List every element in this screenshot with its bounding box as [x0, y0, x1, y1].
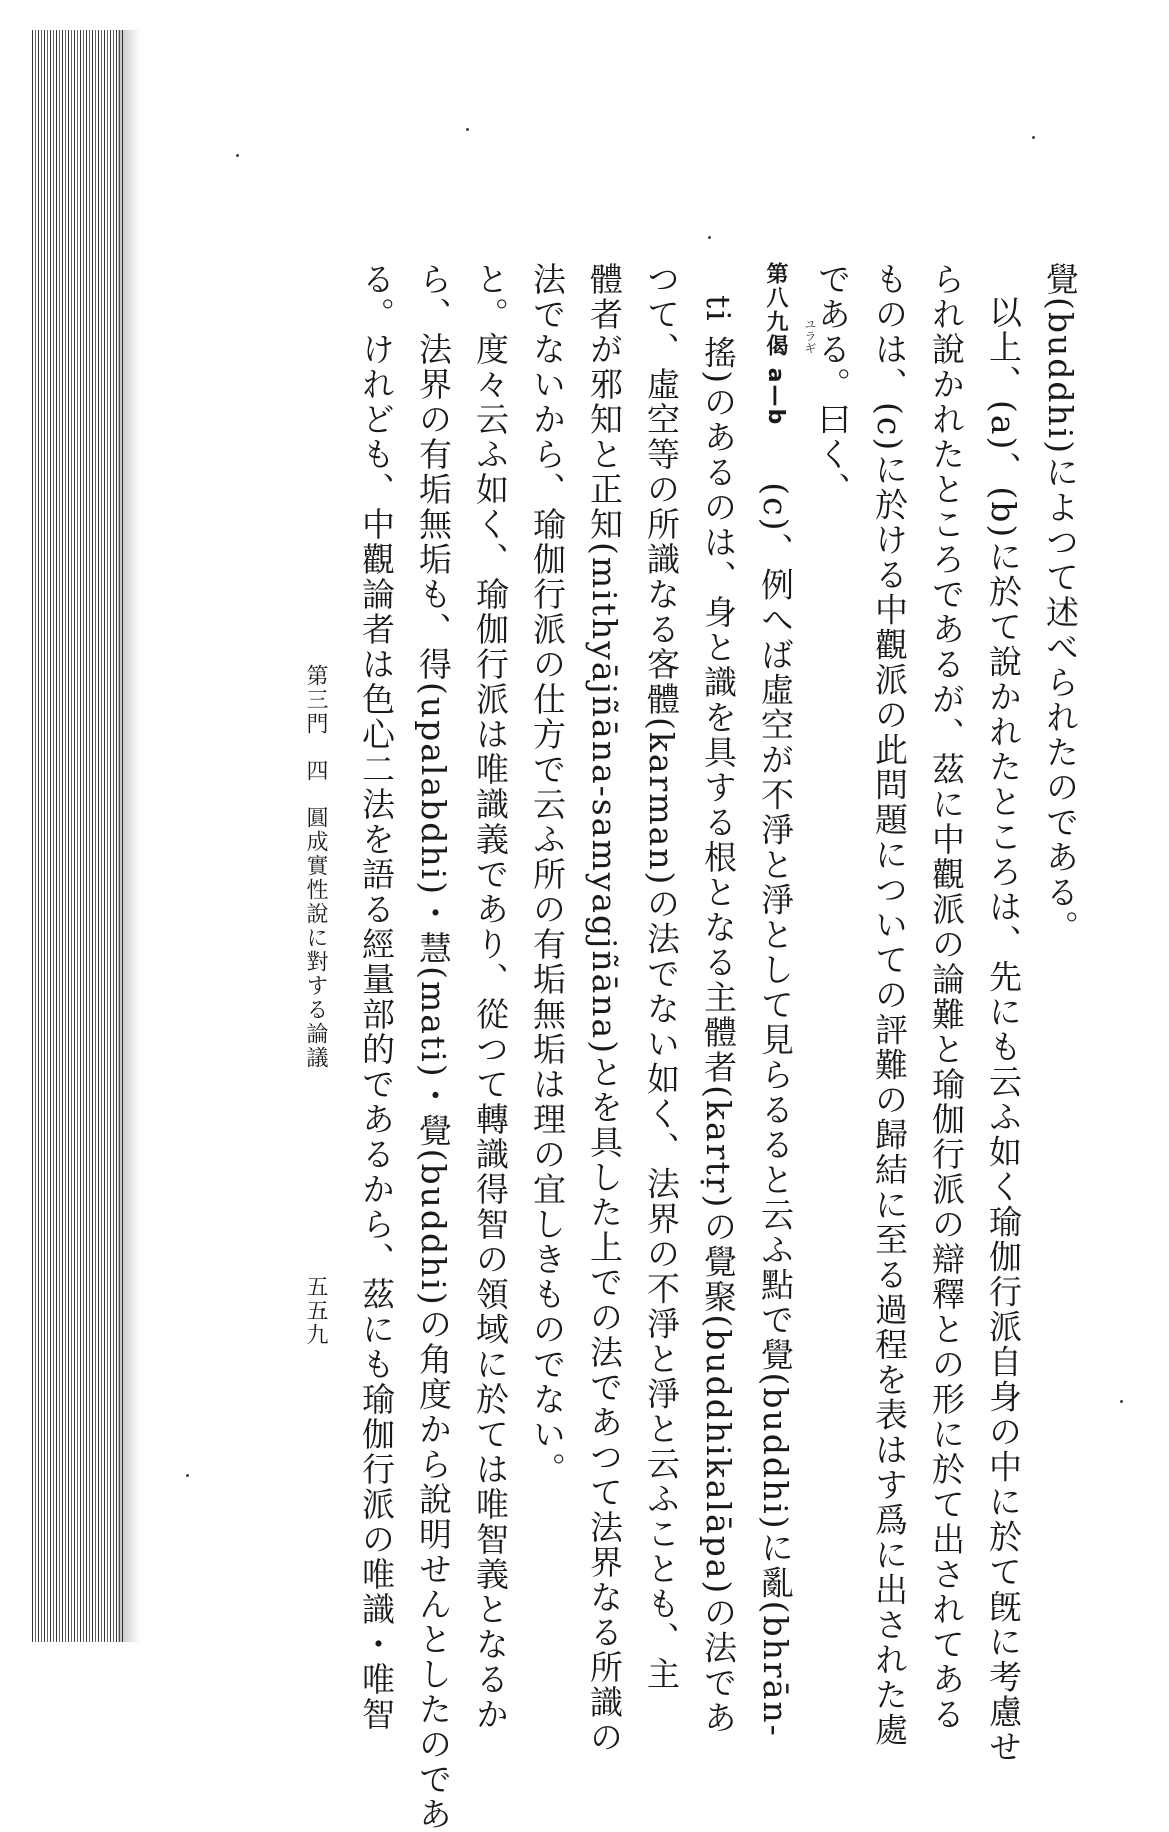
running-head-part: 第三門	[303, 664, 328, 736]
page-number: 五五九	[303, 1275, 328, 1347]
running-head-title: 圓成實性說に對する論議	[303, 806, 328, 1070]
scan-speck	[708, 236, 711, 239]
ruby-annotation: ユラギ	[803, 318, 817, 354]
text-line: である。曰く、	[813, 262, 852, 507]
verse-line: ti 搖)のあるのは、身と識を具する根となる主體者(kartṛ)の覺聚(buddhikalāpa)の法であ	[699, 295, 738, 1736]
verse-line: と。度々云ふ如く、瑜伽行派は唯識義であり、從つて轉識得智の領域に於ては唯智義となるか	[471, 262, 510, 1732]
binding-shadow	[118, 30, 140, 1642]
text-line: 以上、(a)、(b)に於て說かれたところは、先にも云ふ如く瑜伽行派自身の中に於て旣に考慮せ	[984, 295, 1023, 1765]
scan-speck	[236, 154, 239, 157]
text-line: 覺(buddhi)によつて述べられたのである。	[1041, 262, 1080, 946]
verse-label: 第八九偈 a—b	[763, 262, 788, 427]
text-line: られ說かれたところであるが、茲に中觀派の論難と瑜伽行派の辯釋との形に於て出されてある	[927, 262, 966, 1732]
text-line: ものは、(c)に於ける中觀派の此問題についての評難の歸結に至る過程を表はす爲に出された處	[870, 262, 909, 1748]
scan-speck	[1120, 1400, 1123, 1403]
scan-speck	[1032, 136, 1035, 139]
verse-line: 法でないから、瑜伽行派の仕方で云ふ所の有垢無垢は理の宜しきものでない。	[528, 262, 567, 1487]
verse-line: つて、虛空等の所識なる客體(karman)の法でない如く、法界の不淨と淨と云ふことも、主	[642, 262, 681, 1692]
binding-edge	[32, 30, 124, 1642]
verse-line: 體者が邪知と正知(mithyājñāna-samyagjñāna)とを具した上での法であつて法界なる所識の	[585, 262, 624, 1756]
verse-line: る。けれども、中觀論者は色心二法を語る經量部的であるから、茲にも瑜伽行派の唯識・唯智	[357, 262, 396, 1732]
verse-first-line: (c)、例へば虛空が不淨と淨として見らるると云ふ點で覺(buddhi)に亂(bhrān-	[756, 482, 795, 1738]
scan-speck	[466, 128, 469, 131]
running-head-section: 四	[303, 759, 328, 783]
verse-heading-line	[747, 262, 804, 1738]
running-head	[300, 664, 330, 1070]
verse-line: ら、法界の有垢無垢も、得(upalabdhi)・慧(mati)・覺(buddhi)の角度から說明せんとしたのであ	[414, 262, 453, 1832]
